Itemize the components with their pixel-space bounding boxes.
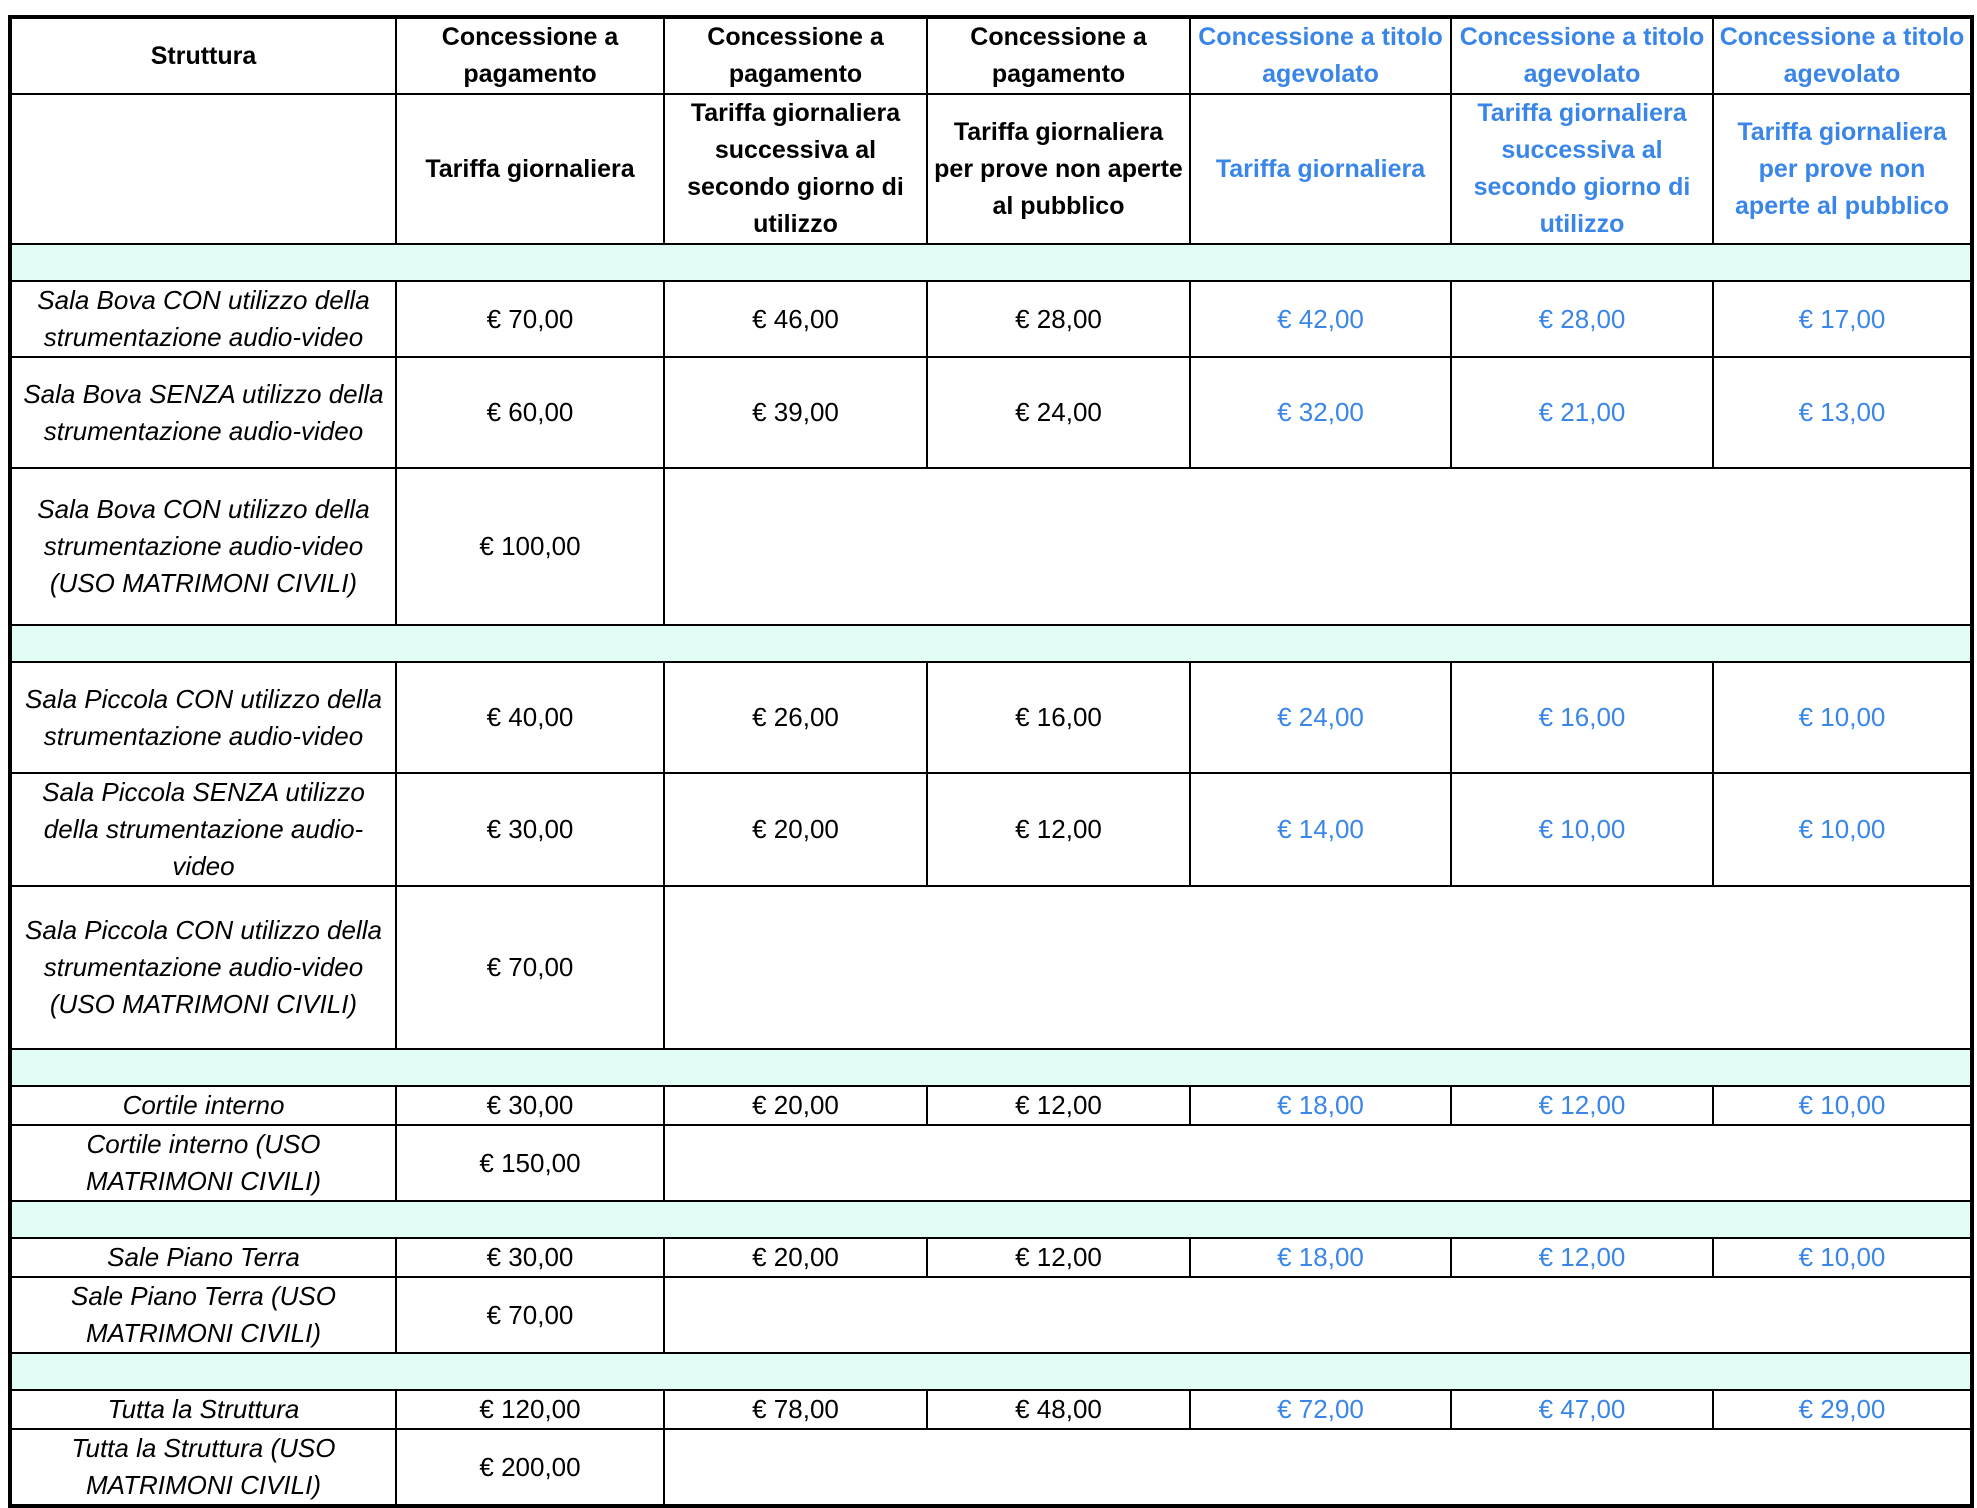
price-cell: € 60,00 [396, 357, 664, 468]
structure-name: Sala Bova CON utilizzo della strumentazione audio-video (USO MATRIMONI CIVILI) [10, 468, 396, 625]
table-row [10, 1125, 1972, 1201]
price-cell-discounted: € 18,00 [1190, 1238, 1451, 1277]
separator-row [10, 625, 1972, 662]
structure-name: Sale Piano Terra [10, 1238, 396, 1277]
price-cell: € 30,00 [396, 1086, 664, 1125]
separator-cell [10, 244, 1972, 281]
price-cell-discounted: € 10,00 [1451, 773, 1713, 886]
header-paid-1: Concessione a pagamento [396, 17, 664, 94]
price-cell: € 28,00 [927, 281, 1190, 357]
separator-cell [10, 1201, 1972, 1238]
price-cell-discounted: € 24,00 [1190, 662, 1451, 773]
price-cell: € 20,00 [664, 1238, 927, 1277]
price-cell: € 12,00 [927, 1086, 1190, 1125]
structure-name: Sala Bova CON utilizzo della strumentazione audio-video [10, 281, 396, 357]
table-row [10, 662, 1972, 773]
table-row [10, 886, 1972, 1049]
price-cell: € 20,00 [664, 1086, 927, 1125]
price-cell: € 100,00 [396, 468, 664, 625]
subheader-structure [10, 94, 396, 244]
price-cell: € 30,00 [396, 773, 664, 886]
price-cell-discounted: € 10,00 [1713, 662, 1972, 773]
header-row-sub [10, 94, 1972, 244]
separator-row [10, 244, 1972, 281]
price-cell: € 16,00 [927, 662, 1190, 773]
structure-name: Sala Bova SENZA utilizzo della strumentazione audio-video [10, 357, 396, 468]
price-cell-discounted: € 12,00 [1451, 1086, 1713, 1125]
separator-row [10, 1049, 1972, 1086]
price-cell: € 12,00 [927, 773, 1190, 886]
header-paid-2: Concessione a pagamento [664, 17, 927, 94]
header-paid-3: Concessione a pagamento [927, 17, 1190, 94]
table-row [10, 1086, 1972, 1125]
empty-cell [664, 1277, 1972, 1353]
price-cell: € 24,00 [927, 357, 1190, 468]
price-cell: € 30,00 [396, 1238, 664, 1277]
price-cell-discounted: € 18,00 [1190, 1086, 1451, 1125]
price-cell-discounted: € 12,00 [1451, 1238, 1713, 1277]
separator-cell [10, 1353, 1972, 1390]
price-cell: € 39,00 [664, 357, 927, 468]
price-cell: € 40,00 [396, 662, 664, 773]
price-cell: € 70,00 [396, 886, 664, 1049]
separator-row [10, 1353, 1972, 1390]
subheader-daily-rate-discounted: Tariffa giornaliera [1190, 94, 1451, 244]
structure-name: Cortile interno (USO MATRIMONI CIVILI) [10, 1125, 396, 1201]
price-cell-discounted: € 10,00 [1713, 1086, 1972, 1125]
header-discounted-1: Concessione a titolo agevolato [1190, 17, 1451, 94]
table-row [10, 1238, 1972, 1277]
structure-name: Tutta la Struttura (USO MATRIMONI CIVILI) [10, 1429, 396, 1506]
price-cell-discounted: € 10,00 [1713, 773, 1972, 886]
empty-cell [664, 468, 1972, 625]
price-cell-discounted: € 28,00 [1451, 281, 1713, 357]
price-cell-discounted: € 42,00 [1190, 281, 1451, 357]
subheader-private-rehearsals: Tariffa giornaliera per prove non aperte al pubblico [927, 94, 1190, 244]
subheader-after-second-day: Tariffa giornaliera successiva al secondo giorno di utilizzo [664, 94, 927, 244]
table-row [10, 773, 1972, 886]
tariff-table [8, 15, 1974, 1508]
price-cell: € 200,00 [396, 1429, 664, 1506]
empty-cell [664, 1429, 1972, 1506]
structure-name: Sala Piccola SENZA utilizzo della strumentazione audio-video [10, 773, 396, 886]
price-cell-discounted: € 13,00 [1713, 357, 1972, 468]
price-cell: € 48,00 [927, 1390, 1190, 1429]
price-cell-discounted: € 32,00 [1190, 357, 1451, 468]
table-row [10, 357, 1972, 468]
header-discounted-2: Concessione a titolo agevolato [1451, 17, 1713, 94]
header-row-top [10, 17, 1972, 94]
price-cell-discounted: € 47,00 [1451, 1390, 1713, 1429]
price-cell: € 150,00 [396, 1125, 664, 1201]
separator-cell [10, 1049, 1972, 1086]
price-cell: € 70,00 [396, 281, 664, 357]
price-cell: € 70,00 [396, 1277, 664, 1353]
price-cell: € 78,00 [664, 1390, 927, 1429]
price-cell-discounted: € 17,00 [1713, 281, 1972, 357]
table-row [10, 1429, 1972, 1506]
structure-name: Tutta la Struttura [10, 1390, 396, 1429]
table-row [10, 1277, 1972, 1353]
header-structure: Struttura [10, 17, 396, 94]
table-row [10, 468, 1972, 625]
separator-cell [10, 625, 1972, 662]
empty-cell [664, 886, 1972, 1049]
price-cell-discounted: € 72,00 [1190, 1390, 1451, 1429]
price-cell-discounted: € 14,00 [1190, 773, 1451, 886]
empty-cell [664, 1125, 1972, 1201]
subheader-after-second-day-discounted: Tariffa giornaliera successiva al secondo giorno di utilizzo [1451, 94, 1713, 244]
table-row [10, 1390, 1972, 1429]
price-cell-discounted: € 29,00 [1713, 1390, 1972, 1429]
structure-name: Cortile interno [10, 1086, 396, 1125]
header-discounted-3: Concessione a titolo agevolato [1713, 17, 1972, 94]
price-cell-discounted: € 16,00 [1451, 662, 1713, 773]
subheader-daily-rate: Tariffa giornaliera [396, 94, 664, 244]
separator-row [10, 1201, 1972, 1238]
structure-name: Sale Piano Terra (USO MATRIMONI CIVILI) [10, 1277, 396, 1353]
structure-name: Sala Piccola CON utilizzo della strumentazione audio-video [10, 662, 396, 773]
table-row [10, 281, 1972, 357]
price-cell: € 26,00 [664, 662, 927, 773]
price-cell: € 12,00 [927, 1238, 1190, 1277]
price-cell-discounted: € 10,00 [1713, 1238, 1972, 1277]
price-cell: € 20,00 [664, 773, 927, 886]
price-cell: € 46,00 [664, 281, 927, 357]
subheader-private-rehearsals-discounted: Tariffa giornaliera per prove non aperte al pubblico [1713, 94, 1972, 244]
price-cell: € 120,00 [396, 1390, 664, 1429]
price-cell-discounted: € 21,00 [1451, 357, 1713, 468]
structure-name: Sala Piccola CON utilizzo della strumentazione audio-video (USO MATRIMONI CIVILI) [10, 886, 396, 1049]
